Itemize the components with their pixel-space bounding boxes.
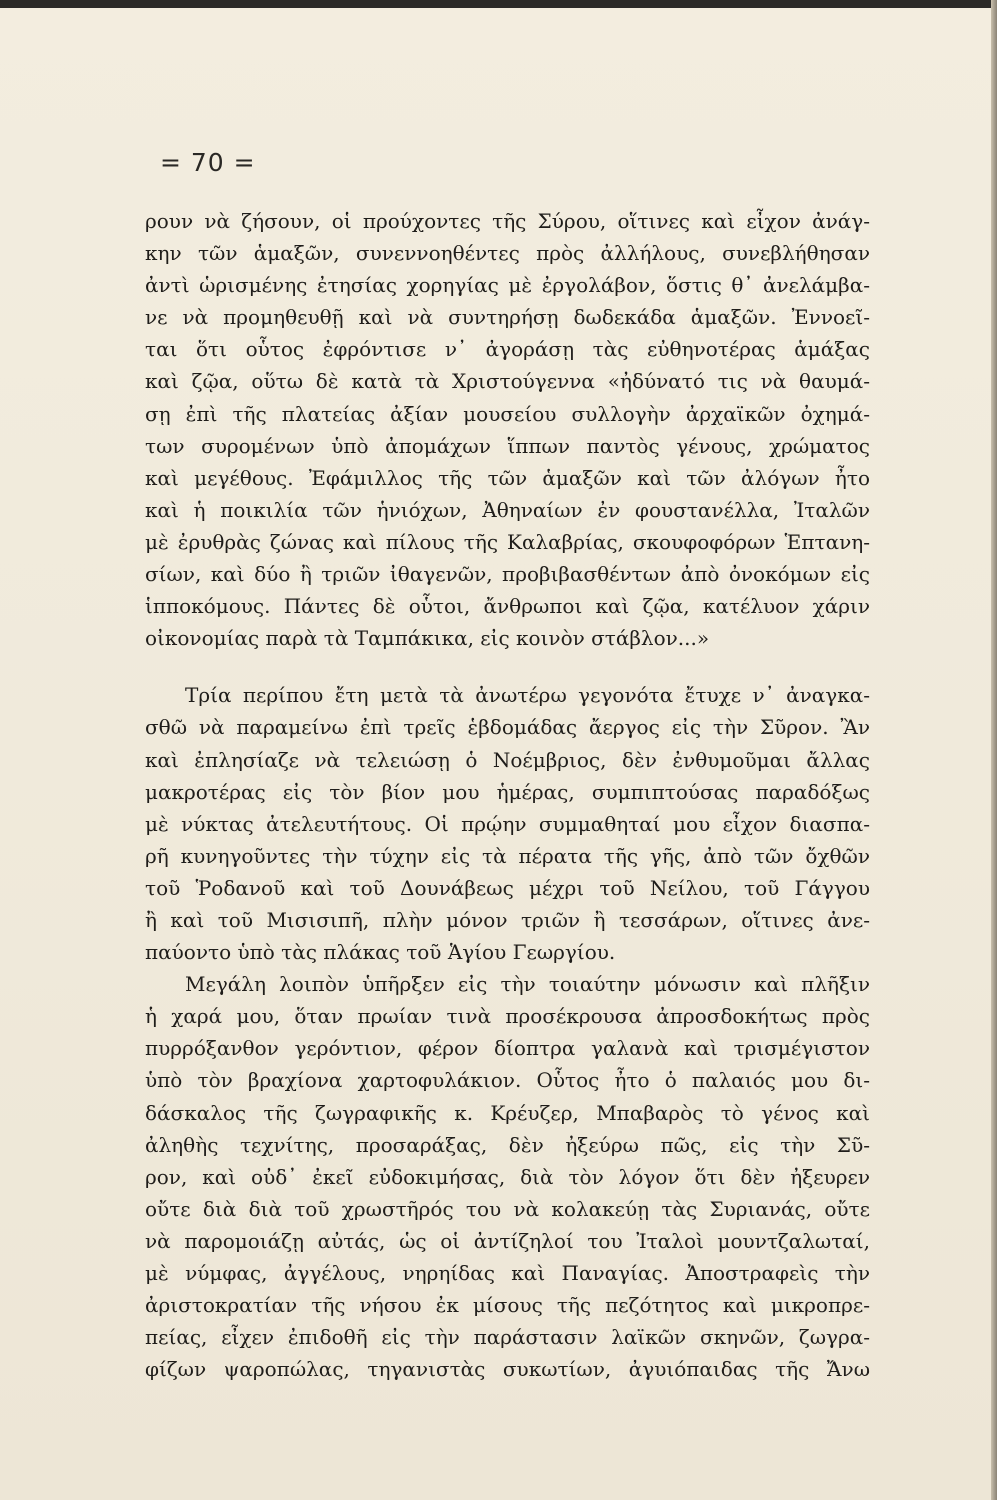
text-line: ρῆ κυνηγοῦντες τὴν τύχην εἰς τὰ πέρατα τῆς γῆς, ἀπὸ τῶν ὄχθῶν — [145, 843, 870, 868]
body-text — [145, 205, 870, 1385]
text-line: μὲ ἐρυθρὰς ζώνας καὶ πίλους τῆς Καλαβρίας, σκουφοφόρων Ἑπτανη- — [145, 529, 870, 554]
text-line: νὰ παρομοιάζῃ αὐτάς, ὡς οἱ ἀντίζηλοί του Ἰταλοὶ μουντζαλωταί, — [145, 1228, 870, 1253]
text-line: ται ὅτι οὗτος ἐφρόντισε ν᾽ ἀγοράσῃ τὰς εὐθηνοτέρας ἁμάξας — [145, 337, 870, 362]
text-line: καὶ μεγέθους. Ἐφάμιλλος τῆς τῶν ἁμαξῶν καὶ τῶν ἀλόγων ἦτο — [145, 465, 870, 490]
text-line: Μεγάλη λοιπὸν ὑπῆρξεν εἰς τὴν τοιαύτην μόνωσιν καὶ πλῆξιν — [185, 972, 870, 997]
text-line: φίζων ψαροπώλας, τηγανιστὰς συκωτίων, ἀγυιόπαιδας τῆς Ἄνω — [145, 1357, 870, 1382]
text-line: οὔτε διὰ διὰ τοῦ χρωστῆρός του νὰ κολακεύῃ τὰς Συριανάς, οὔτε — [145, 1196, 870, 1221]
text-line: οἰκονομίας παρὰ τὰ Ταμπάκικα, εἰς κοινὸν στάβλον...» — [145, 626, 710, 651]
paragraph-gap — [145, 654, 870, 679]
scan-top-border — [0, 0, 997, 8]
text-line: κην τῶν ἁμαξῶν, συνεννοηθέντες πρὸς ἀλλήλους, συνεβλήθησαν — [145, 241, 870, 266]
text-line: παύοντο ὑπὸ τὰς πλάκας τοῦ Ἁγίου Γεωργίου. — [145, 940, 616, 965]
text-line: πείας, εἶχεν ἐπιδοθῆ εἰς τὴν παράστασιν λαϊκῶν σκηνῶν, ζωγρα- — [145, 1325, 870, 1350]
scan-right-edge — [991, 0, 997, 1500]
text-line: ἀληθὴς τεχνίτης, προσαράξας, δὲν ἠξεύρω πῶς, εἰς τὴν Σῦ- — [145, 1132, 870, 1157]
text-line: των συρομένων ὑπὸ ἀπομάχων ἵππων παντὸς γένους, χρώματος — [145, 433, 870, 458]
text-line: μὲ νύκτας ἀτελευτήτους. Οἱ πρῴην συμμαθηταί μου εἶχον διασπα- — [145, 811, 870, 836]
text-line: σθῶ νὰ παραμείνω ἐπὶ τρεῖς ἑβδομάδας ἄεργος εἰς τὴν Σῦρον. Ἂν — [145, 715, 870, 740]
text-line: καὶ ἡ ποικιλία τῶν ἡνιόχων, Ἀθηναίων ἐν φουστανέλλα, Ἰταλῶν — [145, 497, 870, 522]
text-line: νε νὰ προμηθευθῇ καὶ νὰ συντηρήσῃ δωδεκάδα ἁμαξῶν. Ἐννοεῖ- — [145, 305, 870, 330]
text-line: ρον, καὶ οὐδ᾽ ἐκεῖ εὐδοκιμήσας, διὰ τὸν λόγον ὅτι δὲν ἠξευρεν — [145, 1164, 870, 1189]
text-line: δάσκαλος τῆς ζωγραφικῆς κ. Κρέυζερ, Μπαβαρὸς τὸ γένος καὶ — [145, 1100, 870, 1125]
text-line: ἡ χαρά μου, ὅταν πρωίαν τινὰ προσέκρουσα ἀπροσδοκήτως πρὸς — [145, 1004, 870, 1029]
text-line: ρουν νὰ ζήσουν, οἱ προύχοντες τῆς Σύρου, οἵτινες καὶ εἶχον ἀνάγ- — [145, 209, 870, 233]
text-line: καὶ ἐπλησίαζε νὰ τελειώσῃ ὁ Νοέμβριος, δὲν ἐνθυμοῦμαι ἄλλας — [145, 747, 870, 772]
text-line: καὶ ζῷα, οὕτω δὲ κατὰ τὰ Χριστούγεννα «ἠδύνατό τις νὰ θαυμά- — [145, 369, 870, 394]
text-line: μακροτέρας εἰς τὸν βίον μου ἡμέρας, συμπιπτούσας παραδόξως — [145, 779, 870, 804]
paragraph-3 — [145, 968, 870, 1385]
text-line: ἀριστοκρατίαν τῆς νήσου ἐκ μίσους τῆς πεζότητος καὶ μικροπρε- — [145, 1293, 870, 1318]
paragraph-1 — [145, 205, 870, 654]
page-number: = 70 = — [160, 148, 256, 177]
text-line: σῃ ἐπὶ τῆς πλατείας ἀξίαν μουσείου συλλογὴν ἀρχαϊκῶν ὀχημά- — [145, 401, 870, 426]
text-line: ἀντὶ ὡρισμένης ἐτησίας χορηγίας μὲ ἐργολάβον, ὅστις θ᾽ ἀνελάμβα- — [145, 273, 870, 298]
text-line: ὑπὸ τὸν βραχίονα χαρτοφυλάκιον. Οὗτος ἦτο ὁ παλαιός μου δι- — [145, 1068, 870, 1093]
text-line: Τρία περίπου ἔτη μετὰ τὰ ἀνωτέρω γεγονότα ἔτυχε ν᾽ ἀναγκα- — [185, 683, 870, 708]
text-line: σίων, καὶ δύο ἢ τριῶν ἰθαγενῶν, προβιβασθέντων ἀπὸ ὀνοκόμων εἰς — [145, 562, 870, 587]
text-line: τοῦ Ῥοδανοῦ καὶ τοῦ Δουνάβεως μέχρι τοῦ Νείλου, τοῦ Γάγγου — [145, 875, 870, 900]
text-line: πυρρόξανθον γερόντιον, φέρον δίοπτρα γαλανὰ καὶ τρισμέγιστον — [145, 1036, 870, 1061]
text-line: ἱπποκόμους. Πάντες δὲ οὗτοι, ἄνθρωποι καὶ ζῷα, κατέλυον χάριν — [145, 594, 870, 619]
text-line: ἢ καὶ τοῦ Μισισιπῆ, πλὴν μόνον τριῶν ἢ τεσσάρων, οἵτινες ἀνε- — [145, 907, 870, 932]
text-line: μὲ νύμφας, ἀγγέλους, νηρηίδας καὶ Παναγίας. Ἀποστραφεὶς τὴν — [145, 1261, 870, 1285]
paragraph-2 — [145, 679, 870, 968]
